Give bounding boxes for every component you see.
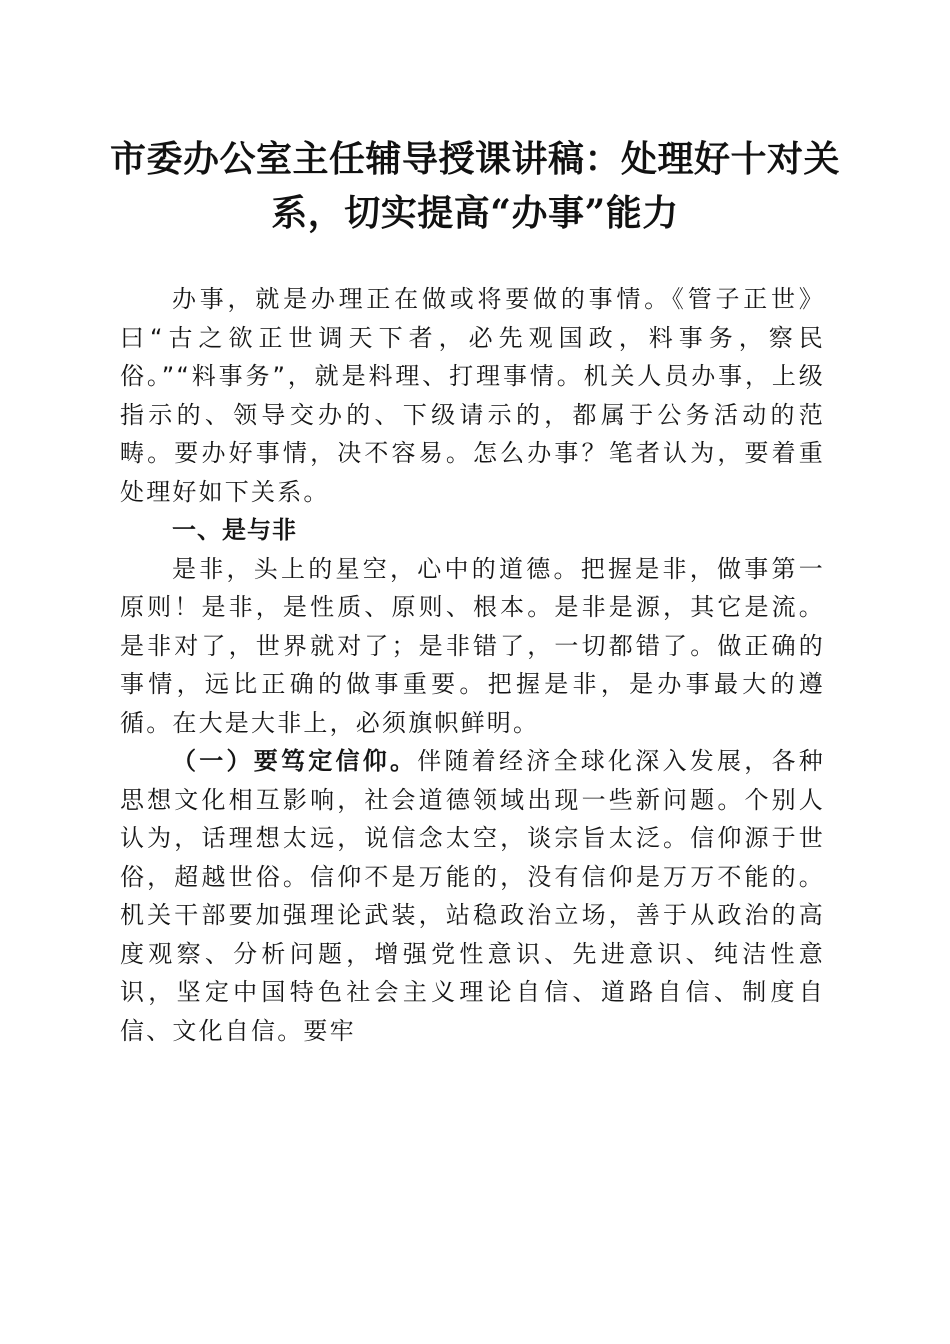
section-heading-1: 一、是与非 [172, 516, 297, 544]
intro-paragraph: 办事，就是办理正在做或将要做的事情。《管子正世》曰“古之欲正世调天下者，必先观国政，料事务，察民俗。”“料事务”，就是料理、打理事情。机关人员办事，上级指示的、领导交办的、下级请示的，都属于公务活动的范畴。要办好事情，决不容易。怎么办事？笔者认为，要着重处理好如下关系。 [120, 285, 825, 506]
subsection-1-paragraph [120, 742, 825, 1050]
subsection-1-text: 伴随着经济全球化深入发展，各种思想文化相互影响，社会道德领域出现一些新问题。个别人认为，话理想太远，说信念太空，谈宗旨太泛。信仰源于世俗，超越世俗。信仰不是万能的，没有信仰是万万不能的。机关干部要加强理论武装，站稳政治立场，善于从政治的高度观察、分析问题，增强党性意识、先进意识、纯洁性意识，坚定中国特色社会主义理论自信、道路自信、制度自信、文化自信。要牢 [120, 747, 825, 1045]
document-body [120, 280, 825, 1050]
document-title: 市委办公室主任辅导授课讲稿：处理好十对关系，切实提高“办事”能力 [109, 138, 840, 234]
subsection-heading-1: （一）要笃定信仰。 [172, 747, 418, 775]
section-1-paragraph: 是非，头上的星空，心中的道德。把握是非，做事第一原则！是非，是性质、原则、根本。是非是源，其它是流。是非对了，世界就对了；是非错了，一切都错了。做正确的事情，远比正确的做事重要。把握是非，是办事最大的遵循。在大是大非上，必须旗帜鲜明。 [120, 554, 825, 737]
